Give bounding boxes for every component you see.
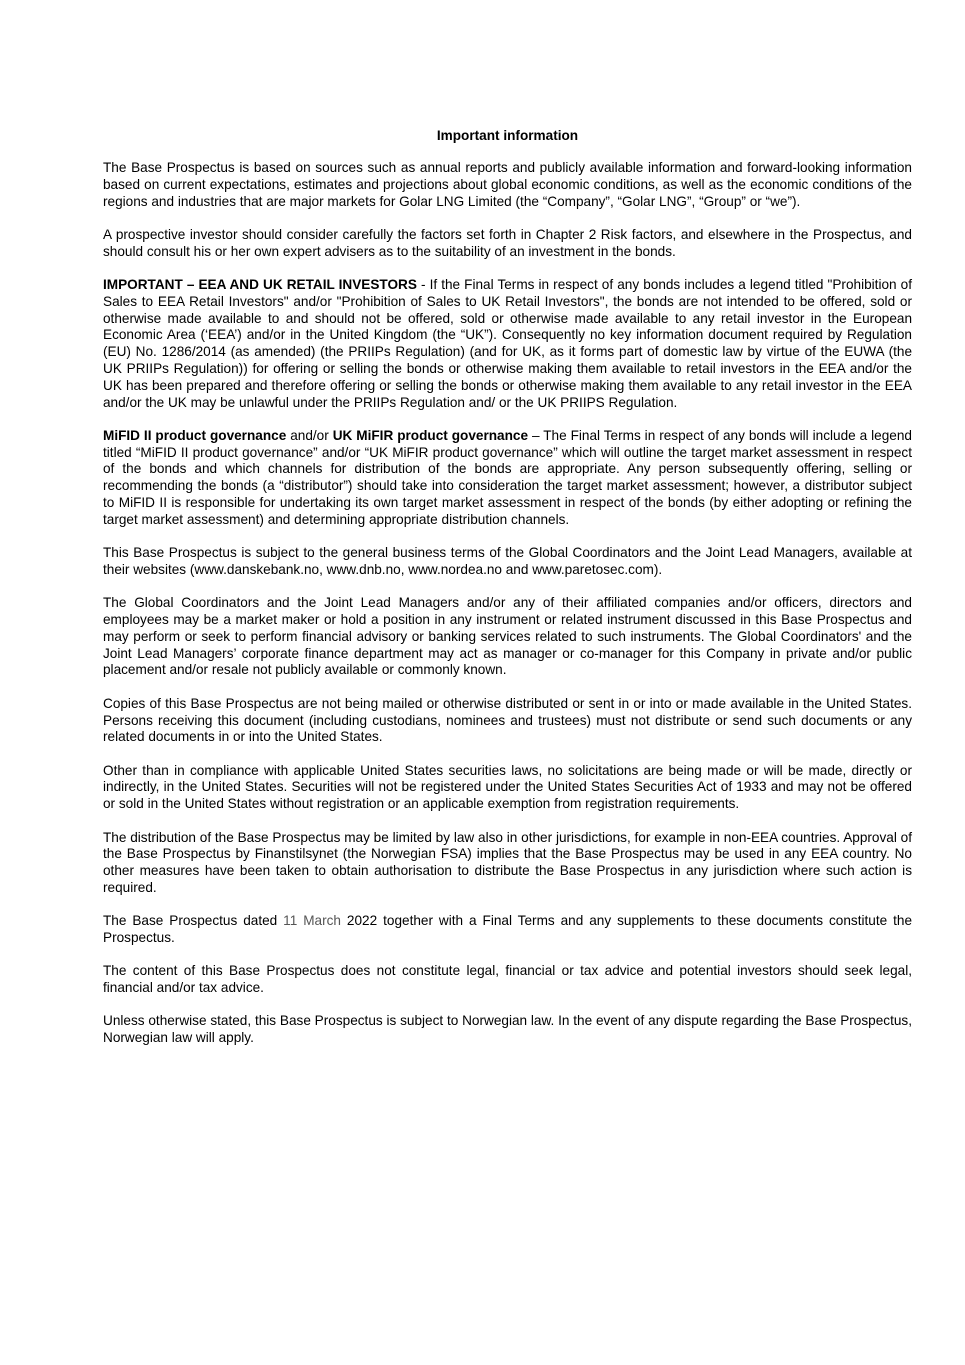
paragraph-us-distribution: Copies of this Base Prospectus are not being mailed or otherwise distributed or sent in or into or made available in the United States. Persons receiving this document (including custodians, nominees and trustees) must not distribute or send such documents or any related documents in or into the United States. — [103, 695, 912, 745]
paragraph-market-maker: The Global Coordinators and the Joint Lead Managers and/or any of their affiliated companies and/or officers, directors and employees may be a market maker or hold a position in any instrument or related instrument discussed in this Base Prospectus and may perform or seek to perform financial advisory or banking services related to such instruments. The Global Coordinators' and the Joint Lead Managers’ corporate finance department may act as manager or co-manager for this Company in private and/or public placement and/or resale not publicly available or commonly known. — [103, 595, 912, 678]
prospectus-date-post: 2022 together with a Final Terms and any supplements to these documents constitute the Prospectus. — [103, 913, 913, 945]
prospectus-date-pre: The Base Prospectus dated — [103, 913, 284, 929]
prospectus-date: 11 March — [283, 913, 341, 929]
product-governance-text: – The Final Terms in respect of any bonds will include a legend titled “MiFID II product governance” and/or “UK MiFIR product governance” which will outline the target market assessment in respect of the bonds and which channels for distribution of the bonds are appropriate. Any person subsequently offering, selling or recommending the bonds (a “distributor”) should take into consideration the target market assessment; however, a distributor subject to MiFID II is responsible for undertaking its own target market assessment in respect of the bonds (by either adopting or refining the target market assessment) and determining appropriate distribution channels. — [103, 427, 912, 527]
paragraph-business-terms: This Base Prospectus is subject to the general business terms of the Global Coordinators and the Joint Lead Managers, available at their websites (www.danskebank.no, www.dnb.no, www.nordea.no and www.paretosec.com). — [103, 545, 912, 577]
paragraph-product-governance — [103, 428, 912, 529]
mifir-heading: UK MiFIR product governance — [332, 427, 529, 443]
paragraph-sources: The Base Prospectus is based on sources such as annual reports and publicly available information and forward-looking information based on current expectations, estimates and projections about global economic conditions, as well as the economic conditions of the regions and industries that are major markets for Golar LNG Limited (the “Company”, “Golar LNG”, “Group” or “we”). — [103, 160, 912, 209]
retail-investors-text: - If the Final Terms in respect of any bonds includes a legend titled "Prohibition of Sales to EEA Retail Investors" and/or "Prohibition of Sales to UK Retail Investors", the bonds are not intended to be offered, sold or otherwise made available to and should not be offered, sold or otherwise made available to any retail investor in the European Economic Area (‘EEA’) and/or in the United Kingdom (the “UK”). Consequently no key information document required by Regulation (EU) No. 1286/2014 (as amended) (the PRIIPs Regulation) (and for UK, as it forms part of domestic law by virtue of the EUWA (the UK PRIIPs Regulation)) for offering or selling the bonds or otherwise making them available to retail investors in the EEA and/or the UK has been prepared and therefore offering or selling the bonds or otherwise making them available to any retail investor in the EEA and/or the UK may be unlawful under the PRIIPs Regulation and/ or the UK PRIIPS Regulation. — [103, 276, 912, 410]
retail-investors-heading: IMPORTANT – EEA AND UK RETAIL INVESTORS — [103, 276, 417, 292]
paragraph-retail-investors — [103, 277, 912, 411]
product-governance-connector: and/or — [286, 427, 333, 443]
page-title: Important information — [436, 128, 579, 143]
paragraph-jurisdictions: The distribution of the Base Prospectus may be limited by law also in other jurisdictions, for example in non-EEA countries. Approval of the Base Prospectus by Finanstilsynet (the Norwegian FSA) implies that the Base Prospectus may be used in any EEA country. No other measures have been taken to obtain authorisation to distribute the Base Prospectus in any jurisdiction where such action is required. — [103, 829, 912, 895]
paragraph-prospectus-date — [103, 913, 912, 947]
mifid-heading: MiFID II product governance — [103, 427, 287, 443]
paragraph-risk-factors: A prospective investor should consider carefully the factors set forth in Chapter 2 Risk factors, and elsewhere in the Prospectus, and should consult his or her own expert advisers as to the suitability of an investment in the bonds. — [103, 226, 912, 259]
paragraph-us-securities: Other than in compliance with applicable United States securities laws, no solicitations are being made or will be made, directly or indirectly, in the United States. Securities will not be registered under the United States Securities Act of 1933 and may not be offered or sold in the United States without registration or an applicable exemption from registration requirements. — [103, 762, 912, 812]
paragraph-governing-law: Unless otherwise stated, this Base Prospectus is subject to Norwegian law. In the event of any dispute regarding the Base Prospectus, Norwegian law will apply. — [103, 1013, 912, 1046]
document-page — [103, 127, 912, 1063]
paragraph-advice: The content of this Base Prospectus does not constitute legal, financial or tax advice and potential investors should seek legal, financial and/or tax advice. — [103, 963, 912, 996]
